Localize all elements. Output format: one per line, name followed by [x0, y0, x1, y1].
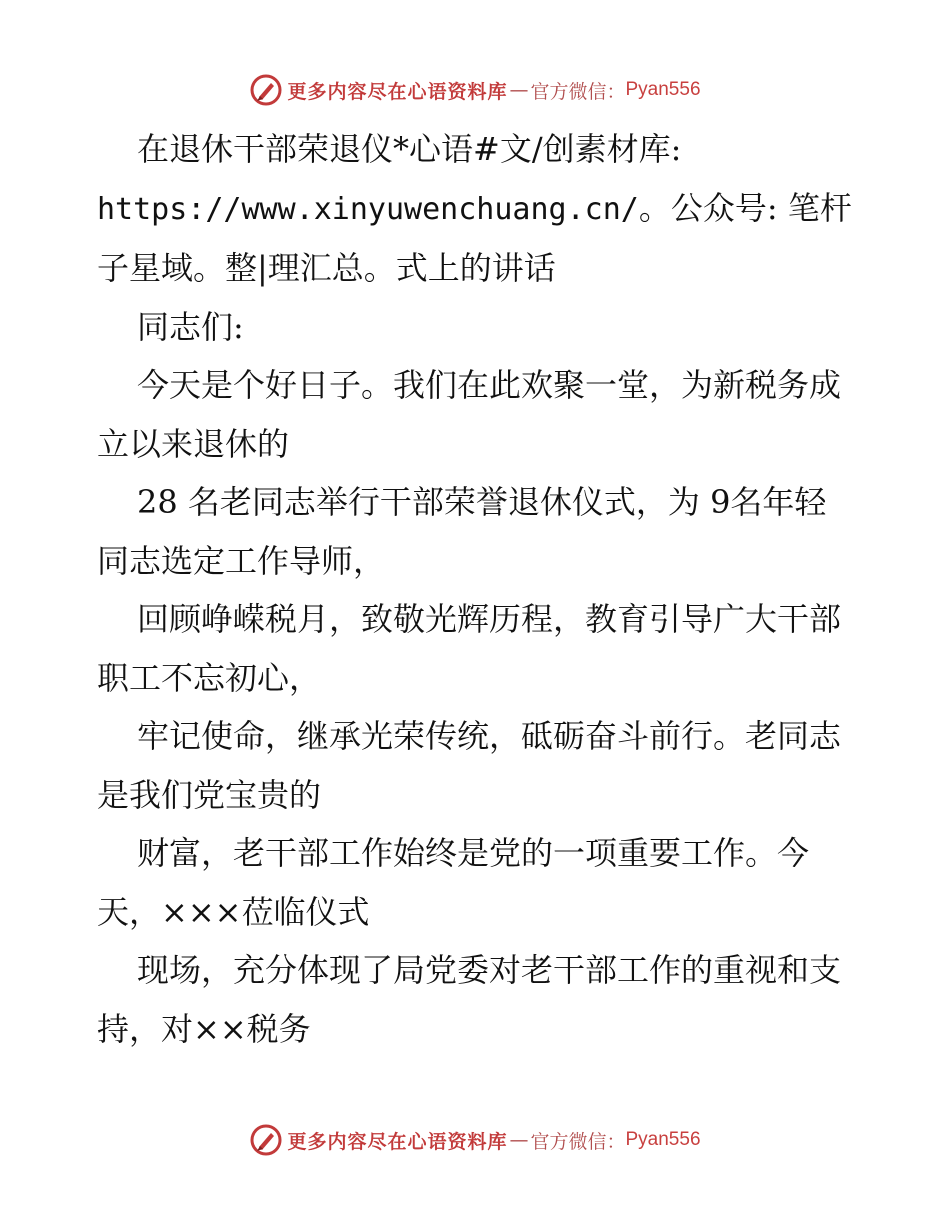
paragraph-6-text: 现场，充分体现了局党委对老干部工作的重视和支持，对××税务: [97, 951, 842, 1048]
paragraph-title-line: [97, 120, 857, 179]
title-text: 在退休干部荣退仪*心语#文/创素材库:: [137, 130, 682, 168]
header-watermark-banner: [0, 70, 950, 110]
paragraph-1: [97, 356, 857, 473]
paragraph-3-text: 回顾峥嵘税月，致敬光辉历程，教育引导广大干部职工不忘初心，: [97, 600, 842, 697]
banner-wechat-id: Pyan556: [625, 79, 701, 100]
footer-watermark-banner: [0, 1120, 950, 1160]
banner-separator: —: [509, 1129, 529, 1151]
paragraph-6: [97, 941, 857, 1058]
banner-brand-text: 更多内容尽在心语资料库: [287, 80, 508, 103]
paragraph-salutation: [97, 298, 857, 357]
salutation-text: 同志们:: [137, 307, 244, 346]
paragraph-url-line: [97, 179, 857, 298]
paragraph-2-text: 28 名老同志举行干部荣誉退休仪式，为 9名年轻同志选定工作导师，: [97, 483, 827, 580]
source-url: https://www.xinyuwenchuang.cn/: [97, 191, 639, 227]
brush-logo-icon: [249, 73, 283, 107]
banner-wechat-id: Pyan556: [625, 1129, 701, 1150]
paragraph-4: [97, 707, 857, 824]
document-body: [97, 120, 857, 1058]
banner-separator: —: [509, 79, 529, 101]
paragraph-1-text: 今天是个好日子。我们在此欢聚一堂，为新税务成立以来退休的: [97, 366, 842, 463]
url-continuation-text: 子星域。整|理汇总。式上的讲话: [97, 249, 556, 287]
banner-wechat-label: 官方微信：: [530, 1130, 626, 1153]
url-suffix-text: 。公众号: 笔杆: [638, 188, 852, 227]
paragraph-2: [97, 473, 857, 590]
paragraph-5-text: 财富，老干部工作始终是党的一项重要工作。今天，×××莅临仪式: [97, 834, 810, 931]
brush-logo-icon: [249, 1123, 283, 1157]
banner-wechat-label: 官方微信：: [530, 80, 626, 103]
paragraph-3: [97, 590, 857, 707]
paragraph-5: [97, 824, 857, 941]
banner-brand-text: 更多内容尽在心语资料库: [287, 1130, 508, 1153]
paragraph-4-text: 牢记使命，继承光荣传统，砥砺奋斗前行。老同志是我们党宝贵的: [97, 717, 842, 814]
